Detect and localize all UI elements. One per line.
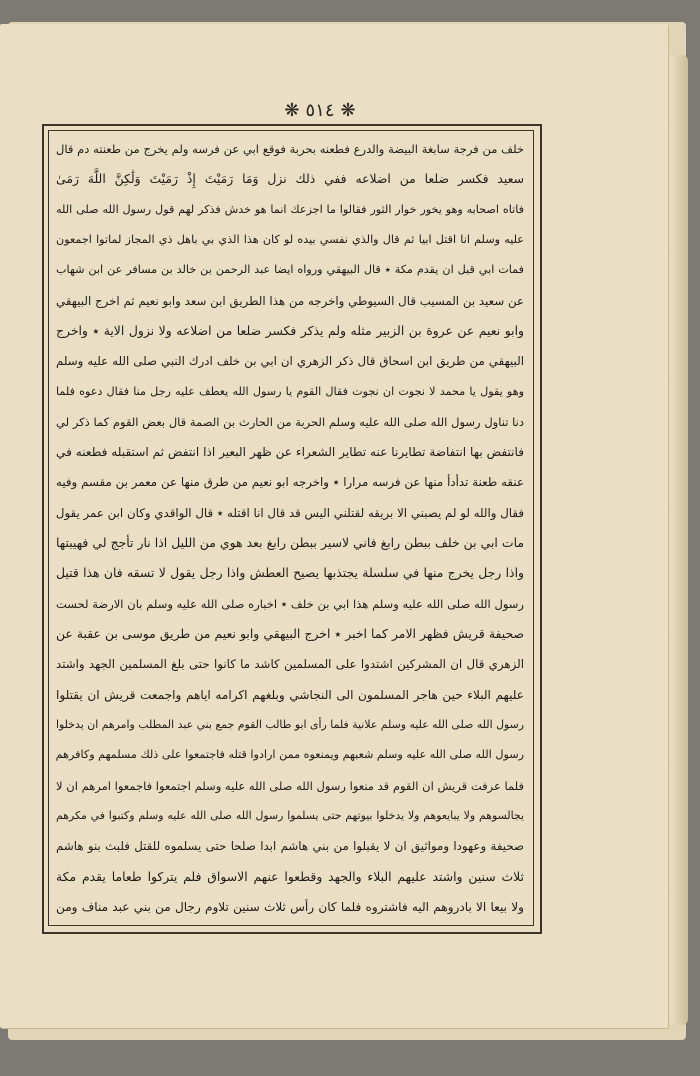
text-line: عليهم البلاء حين هاجر المسلمون الى النجاشي وبلغهم اكرامه اياهم واجمعت قريش ان يقتلوا: [56, 687, 524, 702]
text-line: رسول الله صلى الله عليه وسلم هذا ابي بن خلف ٭ اخباره صلى الله عليه وسلم بان الارضة لحست: [56, 596, 524, 611]
ornament-icon: ❋: [340, 99, 356, 121]
text-line: صحيفة وعهودا ومواثيق ان لا يقبلوا من بني هاشم ابدا صلحا حتى يسلموه للقتل فلبث بنو هاشم: [56, 839, 524, 854]
text-line: يجالسوهم ولا يبايعوهم ولا يدخلوا بيوتهم حتى يسلموا رسول الله صلى الله عليه وسلم وكتبوا في مكرهم: [56, 808, 524, 822]
text-line: ولا بيعا الا بادروهم اليه فاشتروه فلما كان رأس ثلاث سنين تلاوم رجال من بني عبد مناف ومن: [56, 899, 524, 914]
text-line: وهو يقول يا محمد لا نجوت ان نجوت فقال القوم يا رسول الله يعطف عليه رجل منا فقال دعوه فلما: [56, 384, 524, 398]
text-line: سعيد فكسر ضلعا من اضلاعه ففي ذلك نزل وَمَا رَمَيْتَ إِذْ رَمَيْتَ وَلَٰكِنَّ اللَّهَ رَمَىٰ: [56, 171, 524, 187]
text-line: خلف من فرجة سابغة البيضة والدرع فطعنه بحربة فوقع ابي عن فرسه ولم يخرج من طعنته دم قال: [56, 142, 524, 156]
text-line: فمات ابي قبل ان يقدم مكة ٭ قال البيهقي ورواه ايضا عبد الرحمن بن خالد بن مسافر عن ابن شهاب: [56, 263, 524, 277]
text-line: صحيفة قريش فظهر الامر كما اخبر ٭ اخرج البيهقي وابو نعيم من طريق موسى بن عقبة عن: [56, 626, 524, 641]
page-number: ٥١٤: [305, 99, 335, 121]
text-line: فلما عرفت قريش ان القوم قد منعوا رسول الله صلى الله عليه وسلم اجتمعوا فاجمعوا امرهم ان لا: [56, 778, 524, 793]
text-line: واذا رجل يخرج منها في سلسلة يجتذبها يصيح العطش واذا رجل يقول لا تسقه فان هذا قتيل: [56, 565, 524, 581]
text-line: مات ابي بن خلف ببطن رابغ فاني لاسير ببطن رابغ بعد هوي من الليل اذا نار تأجج لي فهيبتها: [56, 535, 524, 551]
text-line: الزهري قال ان المشركين اشتدوا على المسلمين كاشد ما كانوا حتى بلغ المسلمين الجهد واشتد: [56, 657, 524, 672]
text-line: ثلاث سنين واشتد عليهم البلاء والجهد وقطعوا عنهم الاسواق فلم يتركوا طعاما يقدم مكة: [56, 868, 524, 884]
ornament-icon: ❋: [284, 99, 300, 121]
text-line: فاتاه اصحابه وهو يخور خوار الثور فقالوا ما اجزعك انما هو خدش فذكر لهم قول رسول الله صلى الله: [56, 202, 524, 216]
page-header: [255, 97, 385, 123]
text-line: البيهقي من طريق ابن اسحاق قال ذكر الزهري ان ابي بن خلف ادرك النبي صلى الله عليه وسلم: [56, 354, 524, 369]
text-line: عليه وسلم انا اقتل ابيا ثم قال والذي نفسي بيده لو كان هذا الذي بي باهل ذي المجاز لماتوا اجمعون: [56, 232, 524, 246]
text-line: عن سعيد بن المسيب قال السيوطي واخرجه من هذا الطريق ابن سعد وابو نعيم ثم اخرج البيهقي: [56, 293, 524, 308]
text-line: عنقه طعنة تدأدأ منها عن فرسه مرارا ٭ واخرجه ابو نعيم من طرق منها عن معمر بن مقسم وفيه: [56, 475, 524, 490]
text-line: رسول الله صلى الله عليه وسلم علانية فلما رأى ابو طالب القوم جمع بني عبد المطلب وامرهم ان يدخلوا: [56, 717, 524, 731]
text-line: رسول الله صلى الله عليه وسلم شعبهم ويمنعوه ممن ارادوا قتله فاجتمعوا على ذلك مسلمهم وكافرهم: [56, 748, 524, 762]
text-line: فانتفض بها انتفاضة تطايرنا عنه تطاير الشعراء عن ظهر البعير اذا انتفض ثم استقبله فطعنه في: [56, 445, 524, 460]
text-line: دنا تناول رسول الله صلى الله عليه وسلم الحربة من الحارث بن الصمة قال بعض القوم كما ذكر لي: [56, 414, 524, 429]
text-body: [56, 136, 524, 920]
text-line: فقال والله لو لم يصبني الا بريقه لقتلني اليس قد قال انا اقتله ٭ قال الواقدي وكان ابن عمر يقول: [56, 505, 524, 520]
text-line: وابو نعيم عن عروة بن الزبير مثله ولم يذكر فكسر ضلعا من اضلاعه ولا نزول الاية ٭ واخرج: [56, 322, 524, 338]
